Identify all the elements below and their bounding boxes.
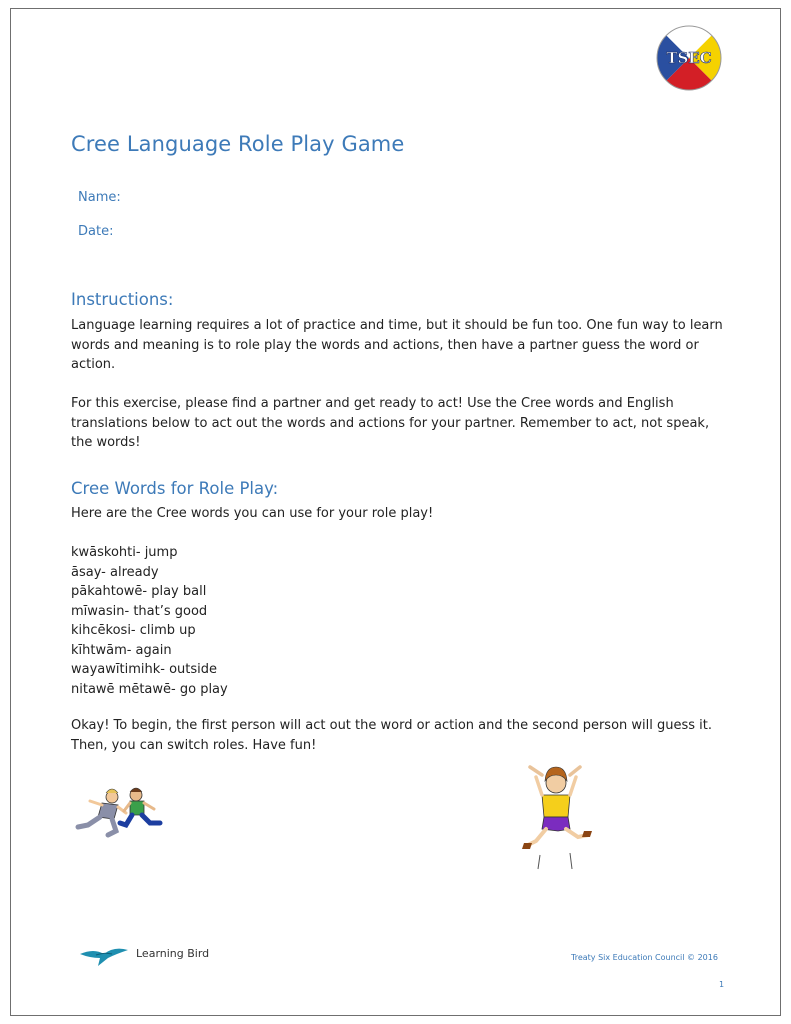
name-label: Name:	[78, 190, 121, 205]
footer-credit: Treaty Six Education Council © 2016	[571, 953, 718, 962]
list-item: nitawē mētawē- go play	[71, 681, 228, 697]
instructions-paragraph-2: For this exercise, please find a partner and get ready to act! Use the Cree words and English translations below to act out the words and actions for your partner. Remember to act, not speak, the words!	[71, 396, 710, 451]
page-number: 1	[719, 980, 725, 989]
list-item: kihcēkosi- climb up	[71, 623, 196, 638]
list-item: wayawītimihk- outside	[71, 662, 218, 677]
footer-brand: Learning Bird	[136, 947, 210, 960]
instructions-heading: Instructions:	[71, 290, 174, 309]
closing-paragraph: Okay! To begin, the first person will act out the word or action and the second person will guess it. Then, you can switch roles. Have fun!	[71, 718, 713, 753]
page-title: Cree Language Role Play Game	[71, 132, 405, 156]
tsec-logo	[655, 24, 723, 92]
svg-text:TSEC: TSEC	[666, 49, 712, 67]
list-item: pākahtowē- play ball	[71, 584, 207, 599]
date-label: Date:	[78, 224, 114, 239]
running-kids-illustration	[72, 783, 164, 841]
cree-word-list	[71, 543, 228, 699]
instructions-paragraph-1: Language learning requires a lot of practice and time, but it should be fun too. One fun way to learn words and meaning is to role play the words and actions, then have a partner guess the word or action.	[71, 318, 723, 373]
learning-bird-logo-icon	[78, 944, 130, 968]
list-item: kīhtwām- again	[71, 642, 172, 658]
cree-words-intro: Here are the Cree words you can use for your role play!	[71, 506, 434, 521]
list-item: mīwasin- that’s good	[71, 603, 208, 619]
list-item: kwāskohti- jump	[71, 545, 178, 560]
cree-words-heading: Cree Words for Role Play:	[71, 479, 279, 498]
jumping-kid-illustration	[518, 765, 594, 873]
list-item: āsay- already	[71, 564, 159, 580]
